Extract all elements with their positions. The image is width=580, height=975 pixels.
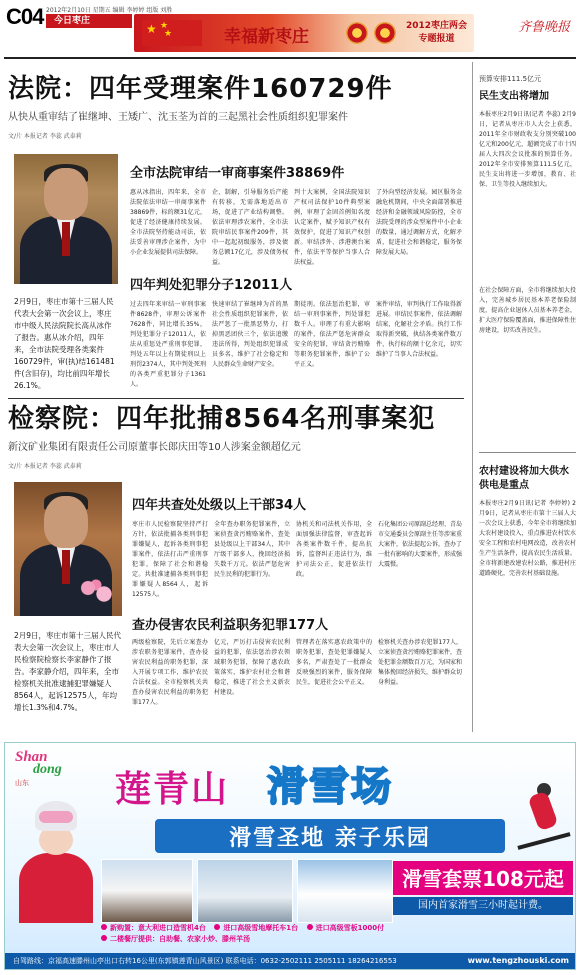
ad-contact-bar [5, 953, 576, 969]
info-line: 进口高级雪地摩托车1台 [223, 924, 299, 932]
info-line: 新购置：意大利进口造雪机4台 [110, 924, 206, 932]
subtitle-officials: 四年共查处处级以上干部34人 [132, 498, 307, 513]
sidebar-text-budget-2: 在社会保障方面，全市将继续加大投入，完善城乡居民基本养老保险制度，提高企业退休人员基本养老金，扩大医疗保险覆盖面，推进保障性住房建设，切实改善民生。 [479, 287, 576, 334]
website-link[interactable]: www.tengzhouski.com [467, 956, 569, 965]
star-icon: ★ [164, 29, 173, 39]
newspaper-brand: 齐鲁晚报 [517, 20, 570, 35]
ad-slogan: 滑雪圣地 亲子乐园 [229, 826, 431, 851]
text-column: 期徒刑。依法惩治犯罪，审结一审刑事案件，判处罪犯数千人。审理了有重大影响的案件，依法严惩危害群众安全的犯罪，审结贪污贿赂等职务犯罪案件，维护了公平正义。 [294, 301, 370, 368]
flowers-decoration [76, 576, 116, 606]
main-column [8, 62, 464, 732]
subhead-court: 从快从重审结了崔继坤、王矮广、沈玉荃为首的三起黑社会性质组织犯罪案件 [8, 112, 348, 123]
info-line: 二楼餐厅提供：自助餐、农家小炒、滕州羊汤 [110, 935, 250, 943]
shandong-logo [15, 749, 87, 787]
text-column: 案件审结，审判执行工作取得新进展。审结民事案件，依法调解结案，化解社会矛盾。执行工作取得新突破，执结各类案件数万件，执行标的额十亿余元，切实维护了当事人合法权益。 [376, 301, 462, 358]
bullet-icon [214, 924, 220, 930]
text-column: 检察机关查办涉农犯罪177人，立案侦查贪污贿赂犯罪案件，查处犯罪金额数百万元，为国家和集体挽回经济损失，维护群众切身利益。 [378, 639, 462, 686]
text-column: 快速审结了崔继坤为首的黑社会性质组织犯罪案件，依法严惩了一批黑恶势力，打掉黑恶团伙三个，依法追缴违法所得，判处组织犯罪成员多名，维护了社会稳定和人民群众生命财产安全。 [212, 301, 288, 368]
story-divider [8, 398, 464, 399]
sidebar-kicker: 预算安排111.5亿元 [479, 75, 542, 83]
photo-lift [197, 859, 293, 923]
lead-paragraph-procuratorate: 2月9日，枣庄市第十三届人民代表大会第一次会议上，枣庄市人民检察院检察长李家静作了报告。李家静介绍，四年来，全市检察机关批准逮捕犯罪嫌疑人8564人，起诉12575人，年均增长1.3%和4.7%。 [14, 631, 122, 712]
section-label: 今日枣庄 [46, 14, 132, 28]
banner-title: 幸福新枣庄 [224, 27, 309, 47]
text-column: 两级检察院，先后立案查办涉农职务犯罪案件，查办侵害农民利益的职务犯罪，深入开展专项工作，维护农民合法权益。全市检察机关共查办侵害农民利益的职务犯罪177人。 [132, 639, 208, 706]
photo-slope [297, 859, 393, 923]
byline-court: 文/片 本报记者 李蕊 武泰莉 [8, 133, 82, 140]
text-column: 了外向型经济发展。园区服务金融危机期间，中央全面部署推进经济和金融领域风险防控，全市法院受理的涉众型案件中小企业的数量，通过调解方式，化解矛盾，促进社会和谐稳定，服务保障发展大局。 [376, 189, 462, 256]
story-procuratorate [8, 402, 464, 470]
text-column: 过去四年来审结一审刑事案件8628件，审理公诉案件7628件，同比增长35%，判处犯罪分子12011人，依法从重惩处严重刑事犯罪，判处五年以上有期徒刑以上刑罚2374人，其中判处死刑的各类严重犯罪分子1361人。 [130, 301, 206, 388]
story-court [8, 72, 464, 140]
bullet-icon [307, 924, 313, 930]
page-number: C04 [6, 4, 44, 29]
text-column: 协机关和司法机关作用，全面加强法律监督，审查起诉各类案件数千件，提出抗诉，监督纠正违法行为，维护司法公正，促进依法行政。 [296, 521, 372, 578]
ad-title-mountain: 莲青山 [115, 769, 230, 810]
text-column: 石化集团公司原副总经理、青岛市交通委员会原副主任等涉案重大案件，依法提起公诉，查办了一批有影响的大要案件，形成强大震慑。 [378, 521, 462, 568]
bullet-icon [101, 935, 107, 941]
photo-chief-procurator [14, 482, 122, 616]
star-icon: ★ [146, 22, 157, 36]
emblem-icon [346, 22, 368, 44]
logo-text-3: 山东 [15, 779, 29, 787]
issue-meta: 2012年2月10日 星期五 编辑 李婷婷 组版 刘胜 [46, 7, 173, 14]
text-column: 全年查办职务犯罪案件，立案侦查贪污贿赂案件，查处县处级以上干部34人，其中厅级干部多人，挽回经济损失数千万元。依法严惩危害民生民利的犯罪行为。 [214, 521, 290, 578]
headline-procuratorate: 检察院：四年批捕8564名刑事案犯 [8, 404, 436, 434]
skier-girl-illustration [15, 801, 95, 921]
subtitle-commercial-cases: 全市法院审结一审商事案件38869件 [130, 166, 345, 181]
text-column: 惠从冰指出，四年来，全市法院依法审结一审商事案件38869件，标的额31亿元，促进了经济健康持续发展。全市法院坚持能动司法，依法妥善审理涉企案件，为中小企业发展提供司法保障。 [130, 189, 206, 256]
banner-subtitle [406, 20, 467, 46]
photo-court-president [14, 154, 118, 284]
info-line: 进口高级雪板1000付 [315, 924, 385, 932]
subtitle-farmers: 查办侵害农民利益职务犯罪177人 [132, 618, 329, 633]
byline-procuratorate: 文/片 本报记者 李蕊 武泰莉 [8, 463, 82, 470]
lead-paragraph-court: 2月9日，枣庄市第十三届人民代表大会第一次会议上，枣庄市中级人民法院院长高从冰作了报告。惠从冰介绍，四年来，全市法院受理各类案件160729件，审(执)结161481件(含旧存)，均比前四年增长26.1%。 [14, 297, 115, 390]
headline-court: 法院：四年受理案件160729件 [8, 74, 393, 104]
text-column: 判十大案例，全国法院知识产权司法保护10件典型案例，审理了金固首例知名度认定案件，赋予知识产权有效保护，促进了知识产权创新。审结涉外、涉港澳台案件，依法平等保护当事人合法权益。 [294, 189, 370, 266]
subtitle-criminals: 四年判处犯罪分子12011人 [130, 278, 293, 293]
star-icon: ★ [160, 21, 169, 31]
ticket-price: 滑雪套票108元起 [402, 867, 564, 891]
text-column: 枣庄市人民检察院坚持严打方针，依法批捕各类刑事犯罪嫌疑人，起诉各类刑事犯罪案件，依法打击严重刑事犯罪，保障了社会和谐稳定。共批准逮捕各类刑事犯罪嫌疑人8564人，起诉12575人。 [132, 521, 208, 598]
text-column: 管理者在落实惠农政策中的职务犯罪，查处犯罪嫌疑人多名，严肃查处了一批群众反映强烈的案件，服务保障民生，促进社会公平正义。 [296, 639, 372, 686]
logo-text-1: Shan [15, 749, 48, 765]
section-banner [134, 14, 474, 52]
skier-icon [513, 783, 573, 857]
emblem-icon [374, 22, 396, 44]
banner-subtitle-line1: 2012枣庄两会 [406, 21, 468, 31]
sidebar-text-budget: 本报枣庄2月9日讯(记者 李蕊) 2月9日，记者从枣庄市人大会上获悉，2011年全市财政收支分别突破100亿元和200亿元，超额完成了市十四届人大四次会议批准的预算任务。2012年全市安排预算111.5亿元，民生支出将进一步增加，教育、社保、卫生等投入继续加大。 [479, 111, 576, 188]
ski-resort-advertisement[interactable] [4, 742, 576, 970]
sidebar-headline-budget: 民生支出将增加 [479, 91, 549, 102]
route-contact-info: 自驾路线：京福高速滕州山亭出口右转16公里(东郭镇莲青山风景区) 联系电话：0632-2502111 2505111 18264216553 [13, 957, 397, 965]
photo-crowd [101, 859, 193, 923]
banner-subtitle-line2: 专题报道 [418, 34, 455, 44]
ski-photo-strip [101, 859, 401, 923]
header-divider [4, 57, 576, 59]
ad-title-ski-field: 滑雪场 [267, 764, 393, 810]
text-column: 企、制解，引导服务后产能有转移，无需落地适出市场，促进了产业结构调整。依法审理涉农案件，全市法院审结民事案件209件，其中一起起初级服务，涉及债务总额17亿元，涉及债务权益。 [212, 189, 288, 266]
flag-graphic [142, 20, 202, 46]
price-note: 国内首家滑雪三小时起计费。 [393, 897, 573, 915]
bullet-icon [101, 924, 107, 930]
facility-info [101, 923, 401, 945]
sidebar-headline-rural: 农村建设将加大供水供电是重点 [479, 466, 569, 491]
sidebar-divider [479, 452, 576, 453]
subhead-procuratorate: 新汶矿业集团有限责任公司原董事长郎庆田等10人涉案金额超亿元 [8, 442, 301, 453]
sidebar-column [472, 62, 576, 732]
text-column: 亿元，严厉打击侵害农民利益的犯罪，依法惩治涉农领域职务犯罪，保障了惠农政策落实，维护农村社会和谐稳定，推进了社会主义新农村建设。 [214, 639, 290, 696]
page-header [0, 0, 580, 54]
logo-text-2: dong [33, 762, 62, 777]
sidebar-text-rural: 本报枣庄2月9日讯(记者 李婷婷) 2月9日，记者从枣庄市第十三届人大一次会议上获悉，今年全市将继续加大农村建设投入，重点推进农村饮水安全工程和农村电网改造，改善农村生产生活条件，提高农民生活质量。全市将新建改建农村公路，推进村庄道路硬化，完善农村基础设施。 [479, 500, 576, 577]
